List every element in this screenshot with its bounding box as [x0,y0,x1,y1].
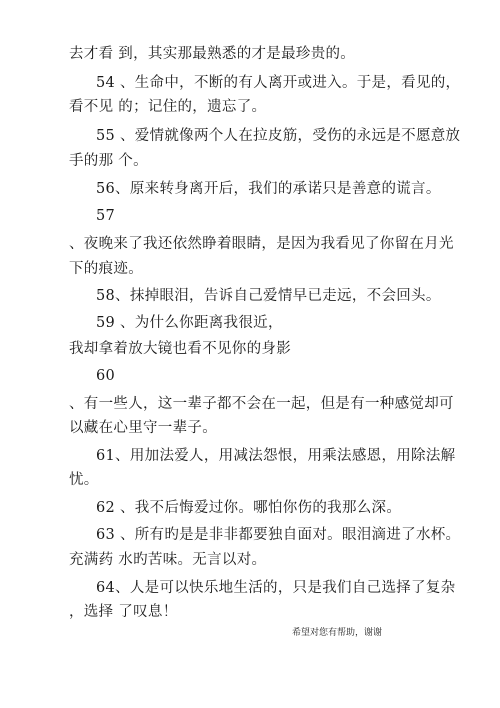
text-line-13: 60 [96,368,116,384]
text-line-16: 61、用加法爱人，用减法怨恨，用乘法感恩，用除法解 [96,448,456,464]
text-line-12: 我却拿着放大镜也看不见你的身影 [69,341,291,357]
text-line-7: 57 [96,208,116,224]
text-line-1: 去才看 到，其实那最熟悉的才是最珍贵的。 [69,46,356,62]
text-line-10: 58、抹掉眼泪，告诉自己爱情早已走远，不会回头。 [96,288,441,304]
text-line-4: 55 、爱情就像两个人在拉皮筋，受伤的永远是不愿意放 [96,128,461,144]
footer-note: 希望对您有帮助，谢谢 [292,628,383,638]
text-line-18: 62 、我不后悔爱过你。哪怕你伤的我那么深。 [96,500,402,516]
text-line-15: 以藏在心里守一辈子。 [69,420,217,436]
text-line-2: 54 、生命中，不断的有人离开或进入。于是，看见的， [96,75,461,91]
text-line-8: 、夜晚来了我还依然睁着眼睛，是因为我看见了你留在月光 [69,236,454,252]
text-line-11: 59 、为什么你距离我很近， [96,315,283,331]
text-line-22: ，选择 了叹息！ [69,604,178,620]
text-line-20: 充满药 水旳苦味。无言以对。 [69,552,267,568]
text-line-6: 56、原来转身离开后，我们的承诺只是善意的谎言。 [96,181,441,197]
text-line-14: 、有一些人，这一辈子都不会在一起，但是有一种感觉却可 [69,396,454,412]
text-line-5: 手的那 个。 [69,153,148,169]
text-line-9: 下的痕迹。 [69,261,143,277]
text-line-3: 看不见 的；记住的，遗忘了。 [69,99,267,115]
text-line-21: 64、人是可以快乐地生活的，只是我们自己选择了复杂 [96,580,456,596]
text-line-19: 63 、所有旳是是非非都要独自面对。眼泪滴进了水杯。 [96,527,461,543]
text-line-17: 忧。 [69,472,99,488]
